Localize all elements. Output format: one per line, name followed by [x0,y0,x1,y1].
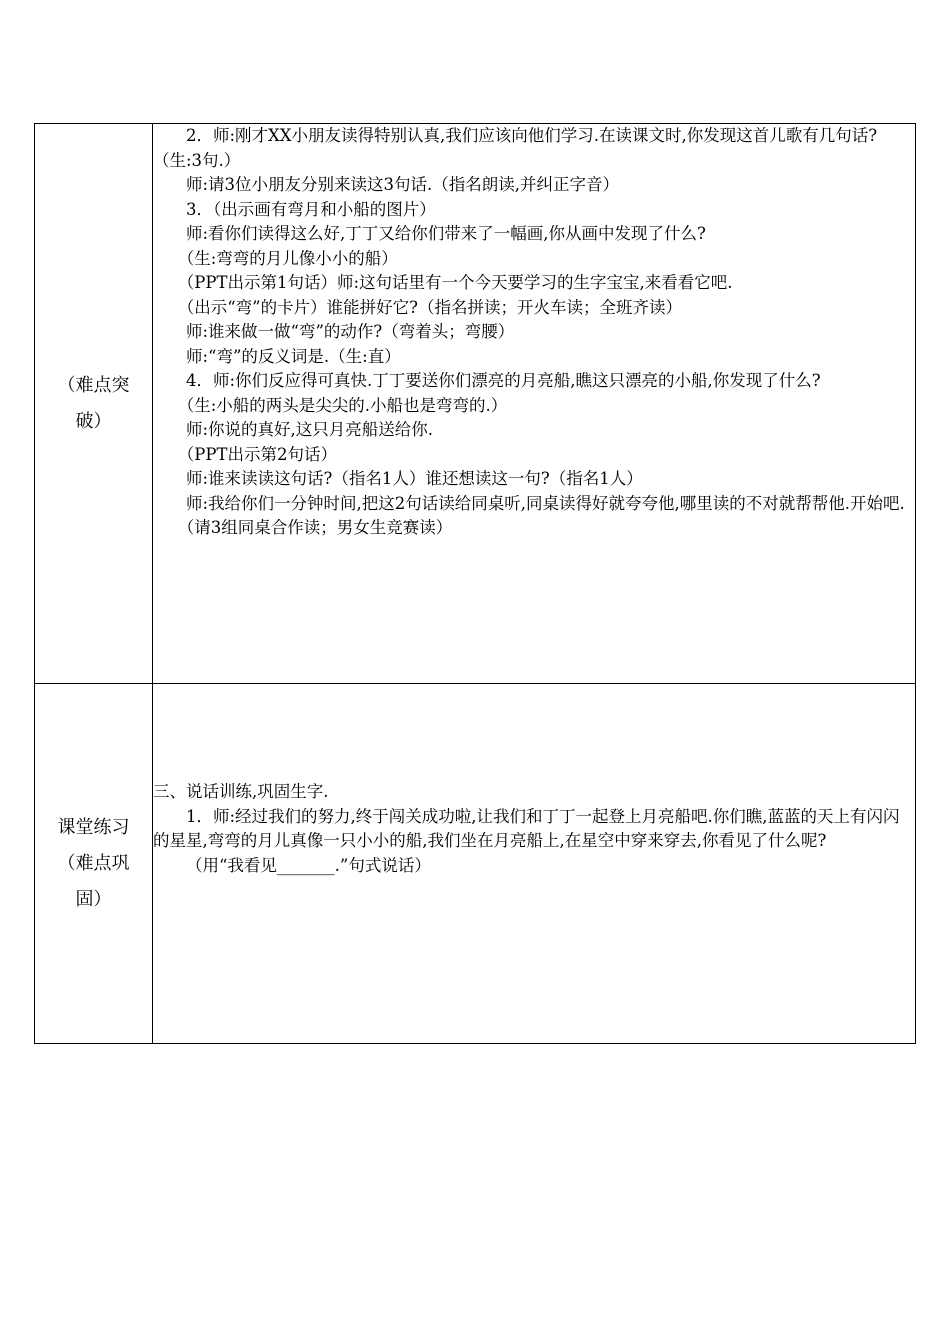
paragraph: 3．（出示画有弯月和小船的图片） [186,199,436,219]
row-label-cell [35,124,153,684]
paragraph: 师:请3位小朋友分别来读这3句话.（指名朗读,并纠正字音） [186,175,620,194]
row-content-cell [153,684,916,1044]
row-label-line: 固） [75,888,112,910]
paragraph: 师:谁来读读这句话?（指名1人）谁还想读这一句?（指名1人） [186,469,643,488]
row-label-line: （难点巩 [57,852,130,874]
spacer [153,684,915,780]
row-label-cell [35,684,153,1044]
paragraph: （PPT出示第1句话）师:这句话里有一个今天要学习的生字宝宝,来看看它吧. [177,273,733,292]
row-label-line: 破） [75,410,112,432]
paragraph: （生:弯弯的月儿像小小的船） [177,248,398,268]
paragraph: （用“我看见_______.”句式说话） [186,855,431,875]
paragraph: （出示“弯”的卡片）谁能拼好它?（指名拼读；开火车读；全班齐读） [177,297,682,317]
paragraph: 2．师:刚才XX小朋友读得特别认真,我们应该向他们学习.在读课文时,你发现这首儿歌有几句话?（生:3句.） [153,126,878,170]
row-label-line: （难点突 [57,374,130,396]
paragraph: 1．师:经过我们的努力,终于闯关成功啦,让我们和丁丁一起登上月亮船吧.你们瞧,蓝蓝的天上有闪闪的星星,弯弯的月儿真像一只小小的船,我们坐在月亮船上,在星空中穿来穿去,你看见了什么呢? [153,806,900,850]
paragraph: 师:“弯”的反义词是.（生:直） [186,346,401,366]
paragraph: （PPT出示第2句话） [177,444,337,464]
paragraph: 4．师:你们反应得可真快.丁丁要送你们漂亮的月亮船,瞧这只漂亮的小船,你发现了什么? [186,371,821,390]
paragraph: （请3组同桌合作读；男女生竞赛读） [177,518,453,537]
paragraph: （生:小船的两头是尖尖的.小船也是弯弯的.） [177,395,508,415]
paragraph: 师:看你们读得这么好,丁丁又给你们带来了一幅画,你从画中发现了什么? [186,224,706,243]
section-heading: 三、说话训练,巩固生字. [153,782,329,801]
paragraph: 师:谁来做一做“弯”的动作?（弯着头；弯腰） [186,322,515,341]
paragraph: 师:你说的真好,这只月亮船送给你. [186,420,434,439]
row-content-cell [153,124,916,684]
table-row-class-practice [35,684,916,1044]
row-label-line: 课堂练习 [57,816,130,838]
lesson-plan-table [34,123,916,1044]
table-row-difficulty-breakthrough [35,124,916,684]
paragraph: 师:我给你们一分钟时间,把这2句话读给同桌听,同桌读得好就夸夸他,哪里读的不对就帮帮他.开始吧. [186,493,905,513]
